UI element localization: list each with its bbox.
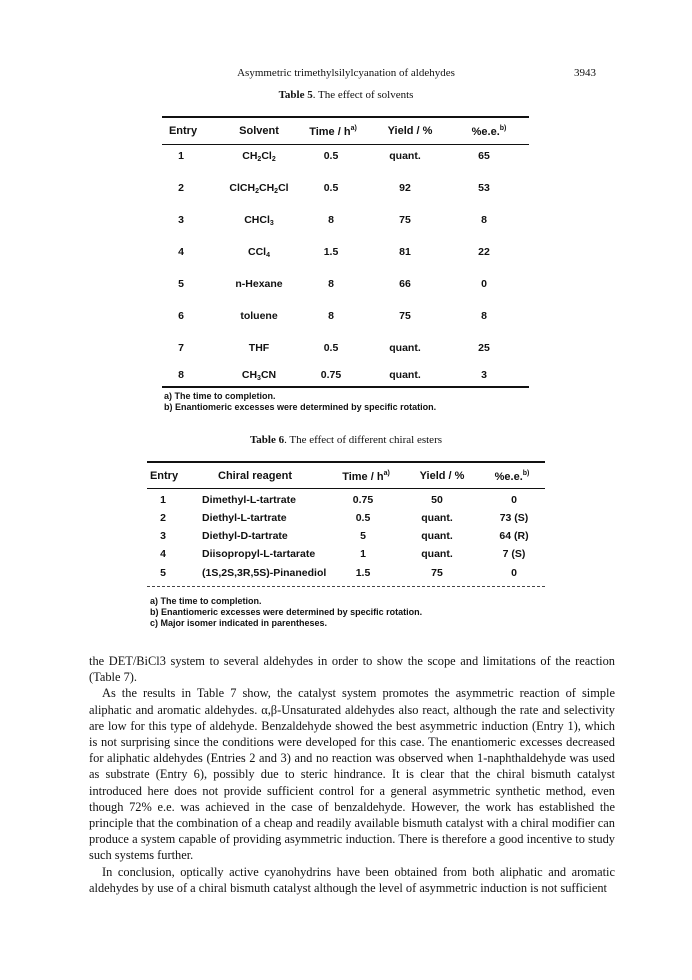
paragraph-conclusion: In conclusion, optically active cyanohydrins have been obtained from both aliphatic and aromatic aldehydes by use of a chiral bismuth catalyst although the level of asymmetric induction is not sufficient bbox=[89, 864, 615, 895]
table6-row-entry: 1 bbox=[160, 494, 166, 506]
table5-row-entry: 2 bbox=[178, 182, 184, 194]
table5-row-time: 1.5 bbox=[323, 246, 339, 258]
table6-row-yield: quant. bbox=[421, 512, 453, 524]
table5-col-ee-label: %e.e. bbox=[471, 126, 500, 138]
table5-header-rule bbox=[162, 144, 529, 145]
table5-row-solvent: $CH_2Cl_2$ bbox=[242, 150, 276, 163]
table5-col-time-label: Time / h bbox=[309, 126, 351, 138]
table5-footnotes bbox=[164, 391, 436, 413]
table6-row-time: 0.75 bbox=[352, 494, 374, 506]
table5-row-ee: 22 bbox=[478, 246, 490, 258]
table6-col-time-label: Time / h bbox=[342, 471, 384, 483]
paragraph-continuation: the DET/BiCl3 system to several aldehydes in order to show the scope and limitations of the reaction (Table 7). bbox=[89, 654, 615, 685]
table5-caption-text: . The effect of solvents bbox=[312, 89, 414, 101]
table5-top-rule bbox=[162, 116, 529, 118]
table5-row-time: 0.75 bbox=[320, 369, 342, 381]
table6-row-reagent: (1S,2S,3R,5S)-Pinanediol bbox=[202, 567, 327, 579]
table6-row-time: 1.5 bbox=[355, 567, 371, 579]
table5-row-entry: 5 bbox=[178, 278, 184, 290]
table5-ee-note: b) bbox=[499, 125, 507, 132]
table5-row-ee: 53 bbox=[478, 182, 490, 194]
table5-row-entry: 4 bbox=[178, 246, 184, 258]
table6-caption-label: Table 6 bbox=[249, 434, 285, 446]
table5-row-solvent: $CH_3CN$ bbox=[241, 369, 277, 382]
table6-footnote-a: a) The time to completion. bbox=[150, 596, 262, 606]
table5-row-yield: 81 bbox=[399, 246, 411, 258]
table5-row-time: 0.5 bbox=[323, 342, 339, 354]
table6-col-reagent: Chiral reagent bbox=[218, 470, 292, 482]
table5-caption bbox=[0, 89, 692, 101]
table6-caption bbox=[0, 434, 692, 446]
table6-row-ee: 0 bbox=[511, 494, 517, 506]
table6-col-ee-label: %e.e. bbox=[494, 471, 523, 483]
table5-time-note: a) bbox=[350, 125, 357, 132]
table5-row-yield: 66 bbox=[399, 278, 411, 290]
table5-row-yield: 92 bbox=[399, 182, 411, 194]
table5-col-time bbox=[309, 125, 357, 138]
table6-row-time: 1 bbox=[360, 548, 366, 560]
table5-caption-label: Table 5 bbox=[278, 89, 313, 101]
table5-col-entry: Entry bbox=[168, 125, 198, 137]
table6-col-entry: Entry bbox=[149, 470, 179, 482]
table6-ee-note: b) bbox=[522, 470, 530, 477]
table6-footnote-b: b) Enantiomeric excesses were determined by specific rotation. bbox=[150, 607, 423, 617]
table6-row-yield: quant. bbox=[421, 548, 453, 560]
table5-row-solvent: $ClCH_2CH_2Cl$ bbox=[229, 182, 289, 195]
running-title: Asymmetric trimethylsilylcyanation of aldehydes bbox=[237, 67, 455, 79]
table5-row-entry: 7 bbox=[178, 342, 184, 354]
paragraph-results: As the results in Table 7 show, the catalyst system promotes the asymmetric reaction of simple aliphatic and aromatic aldehydes. α,β-Unsaturated aldehydes also react, although the rate and selectivity are low for this type of aldehyde. Benzaldehyde showed the best asymmetric induction (Entry 1), which is not surprising since the conditions were developed for this case. The enantiomeric excesses decreased for aliphatic aldehydes (Entries 2 and 3) and no reaction was observed when 1-naphthaldehyde was used as substrate (Entry 6), possibly due to steric hindrance. It is clear that the chiral bismuth catalyst introduced here does not provide sufficient control for a general asymmetric synthetic method, even though 72% e.e. was achieved in the case of benzaldehyde. However, the work has established the principle that the combination of a cheap and readily available bismuth catalyst with a chiral modifier can produce a system capable of providing asymmetric induction. There is therefore a good incentive to study such systems further. bbox=[89, 686, 615, 863]
table5-row-yield: quant. bbox=[389, 369, 421, 381]
table5-row-solvent: THF bbox=[248, 342, 270, 354]
table5-footnote-a: a) The time to completion. bbox=[164, 391, 276, 401]
table6-top-rule bbox=[147, 461, 545, 463]
table6-row-time: 0.5 bbox=[355, 512, 371, 524]
table6-row-ee: 0 bbox=[511, 567, 517, 579]
table6-col-ee bbox=[495, 470, 530, 483]
table6-caption-text: . The effect of different chiral esters bbox=[284, 434, 443, 446]
table5-row-ee: 3 bbox=[481, 369, 487, 381]
table5-bottom-rule bbox=[162, 386, 529, 388]
table5-row-solvent: toluene bbox=[240, 310, 278, 322]
table5-row-entry: 3 bbox=[178, 214, 184, 226]
table6-row-entry: 2 bbox=[160, 512, 166, 524]
table6-row-reagent: Dimethyl-L-tartrate bbox=[202, 494, 296, 506]
table5-row-solvent: n-Hexane bbox=[235, 278, 283, 290]
table6-bottom-rule bbox=[147, 586, 545, 587]
table5-row-entry: 1 bbox=[178, 150, 184, 162]
table6-header-rule bbox=[147, 488, 545, 489]
table6-row-time: 5 bbox=[360, 530, 366, 542]
table5-footnote-b: b) Enantiomeric excesses were determined by specific rotation. bbox=[164, 402, 437, 412]
table6-row-ee: 7 (S) bbox=[502, 548, 526, 560]
table5-row-time: 0.5 bbox=[323, 182, 339, 194]
table6-row-yield: 50 bbox=[431, 494, 443, 506]
table5-row-solvent: CHCl$_3$ bbox=[244, 214, 274, 227]
table6-row-reagent: Diethyl-L-tartrate bbox=[202, 512, 287, 524]
table6-col-yield: Yield / % bbox=[419, 470, 465, 482]
table5-row-time: 8 bbox=[328, 278, 334, 290]
table5-row-time: 8 bbox=[328, 214, 334, 226]
table6-row-entry: 4 bbox=[160, 548, 166, 560]
table6-row-yield: quant. bbox=[421, 530, 453, 542]
table5-row-yield: quant. bbox=[389, 342, 421, 354]
table5-row-time: 0.5 bbox=[323, 150, 339, 162]
table5-row-ee: 25 bbox=[478, 342, 490, 354]
table5-row-ee: 0 bbox=[481, 278, 487, 290]
table5-col-ee bbox=[472, 125, 507, 138]
table6-col-time bbox=[342, 470, 390, 483]
table5-row-yield: 75 bbox=[399, 214, 411, 226]
table6-time-note: a) bbox=[383, 470, 390, 477]
page-number: 3943 bbox=[574, 67, 596, 79]
table6-footnote-c: c) Major isomer indicated in parentheses. bbox=[150, 618, 328, 628]
table5-row-solvent: CCl$_4$ bbox=[248, 246, 270, 259]
table5-row-yield: quant. bbox=[389, 150, 421, 162]
table5-row-entry: 8 bbox=[178, 369, 184, 381]
table6-row-reagent: Diethyl-D-tartrate bbox=[202, 530, 288, 542]
table6-row-ee: 64 (R) bbox=[499, 530, 529, 542]
table5-row-entry: 6 bbox=[178, 310, 184, 322]
table6-row-entry: 3 bbox=[160, 530, 166, 542]
table5-row-ee: 8 bbox=[481, 214, 487, 226]
table5-col-solvent: Solvent bbox=[239, 125, 279, 137]
table5-row-yield: 75 bbox=[399, 310, 411, 322]
table5-row-time: 8 bbox=[328, 310, 334, 322]
table6-row-yield: 75 bbox=[431, 567, 443, 579]
table6-row-entry: 5 bbox=[160, 567, 166, 579]
table5-row-ee: 65 bbox=[478, 150, 490, 162]
table5-col-yield: Yield / % bbox=[387, 125, 433, 137]
body-text bbox=[89, 653, 615, 896]
table6-footnotes bbox=[150, 596, 422, 629]
table5-row-ee: 8 bbox=[481, 310, 487, 322]
table6-row-ee: 73 (S) bbox=[499, 512, 529, 524]
table6-row-reagent: Diisopropyl-L-tartarate bbox=[202, 548, 316, 560]
